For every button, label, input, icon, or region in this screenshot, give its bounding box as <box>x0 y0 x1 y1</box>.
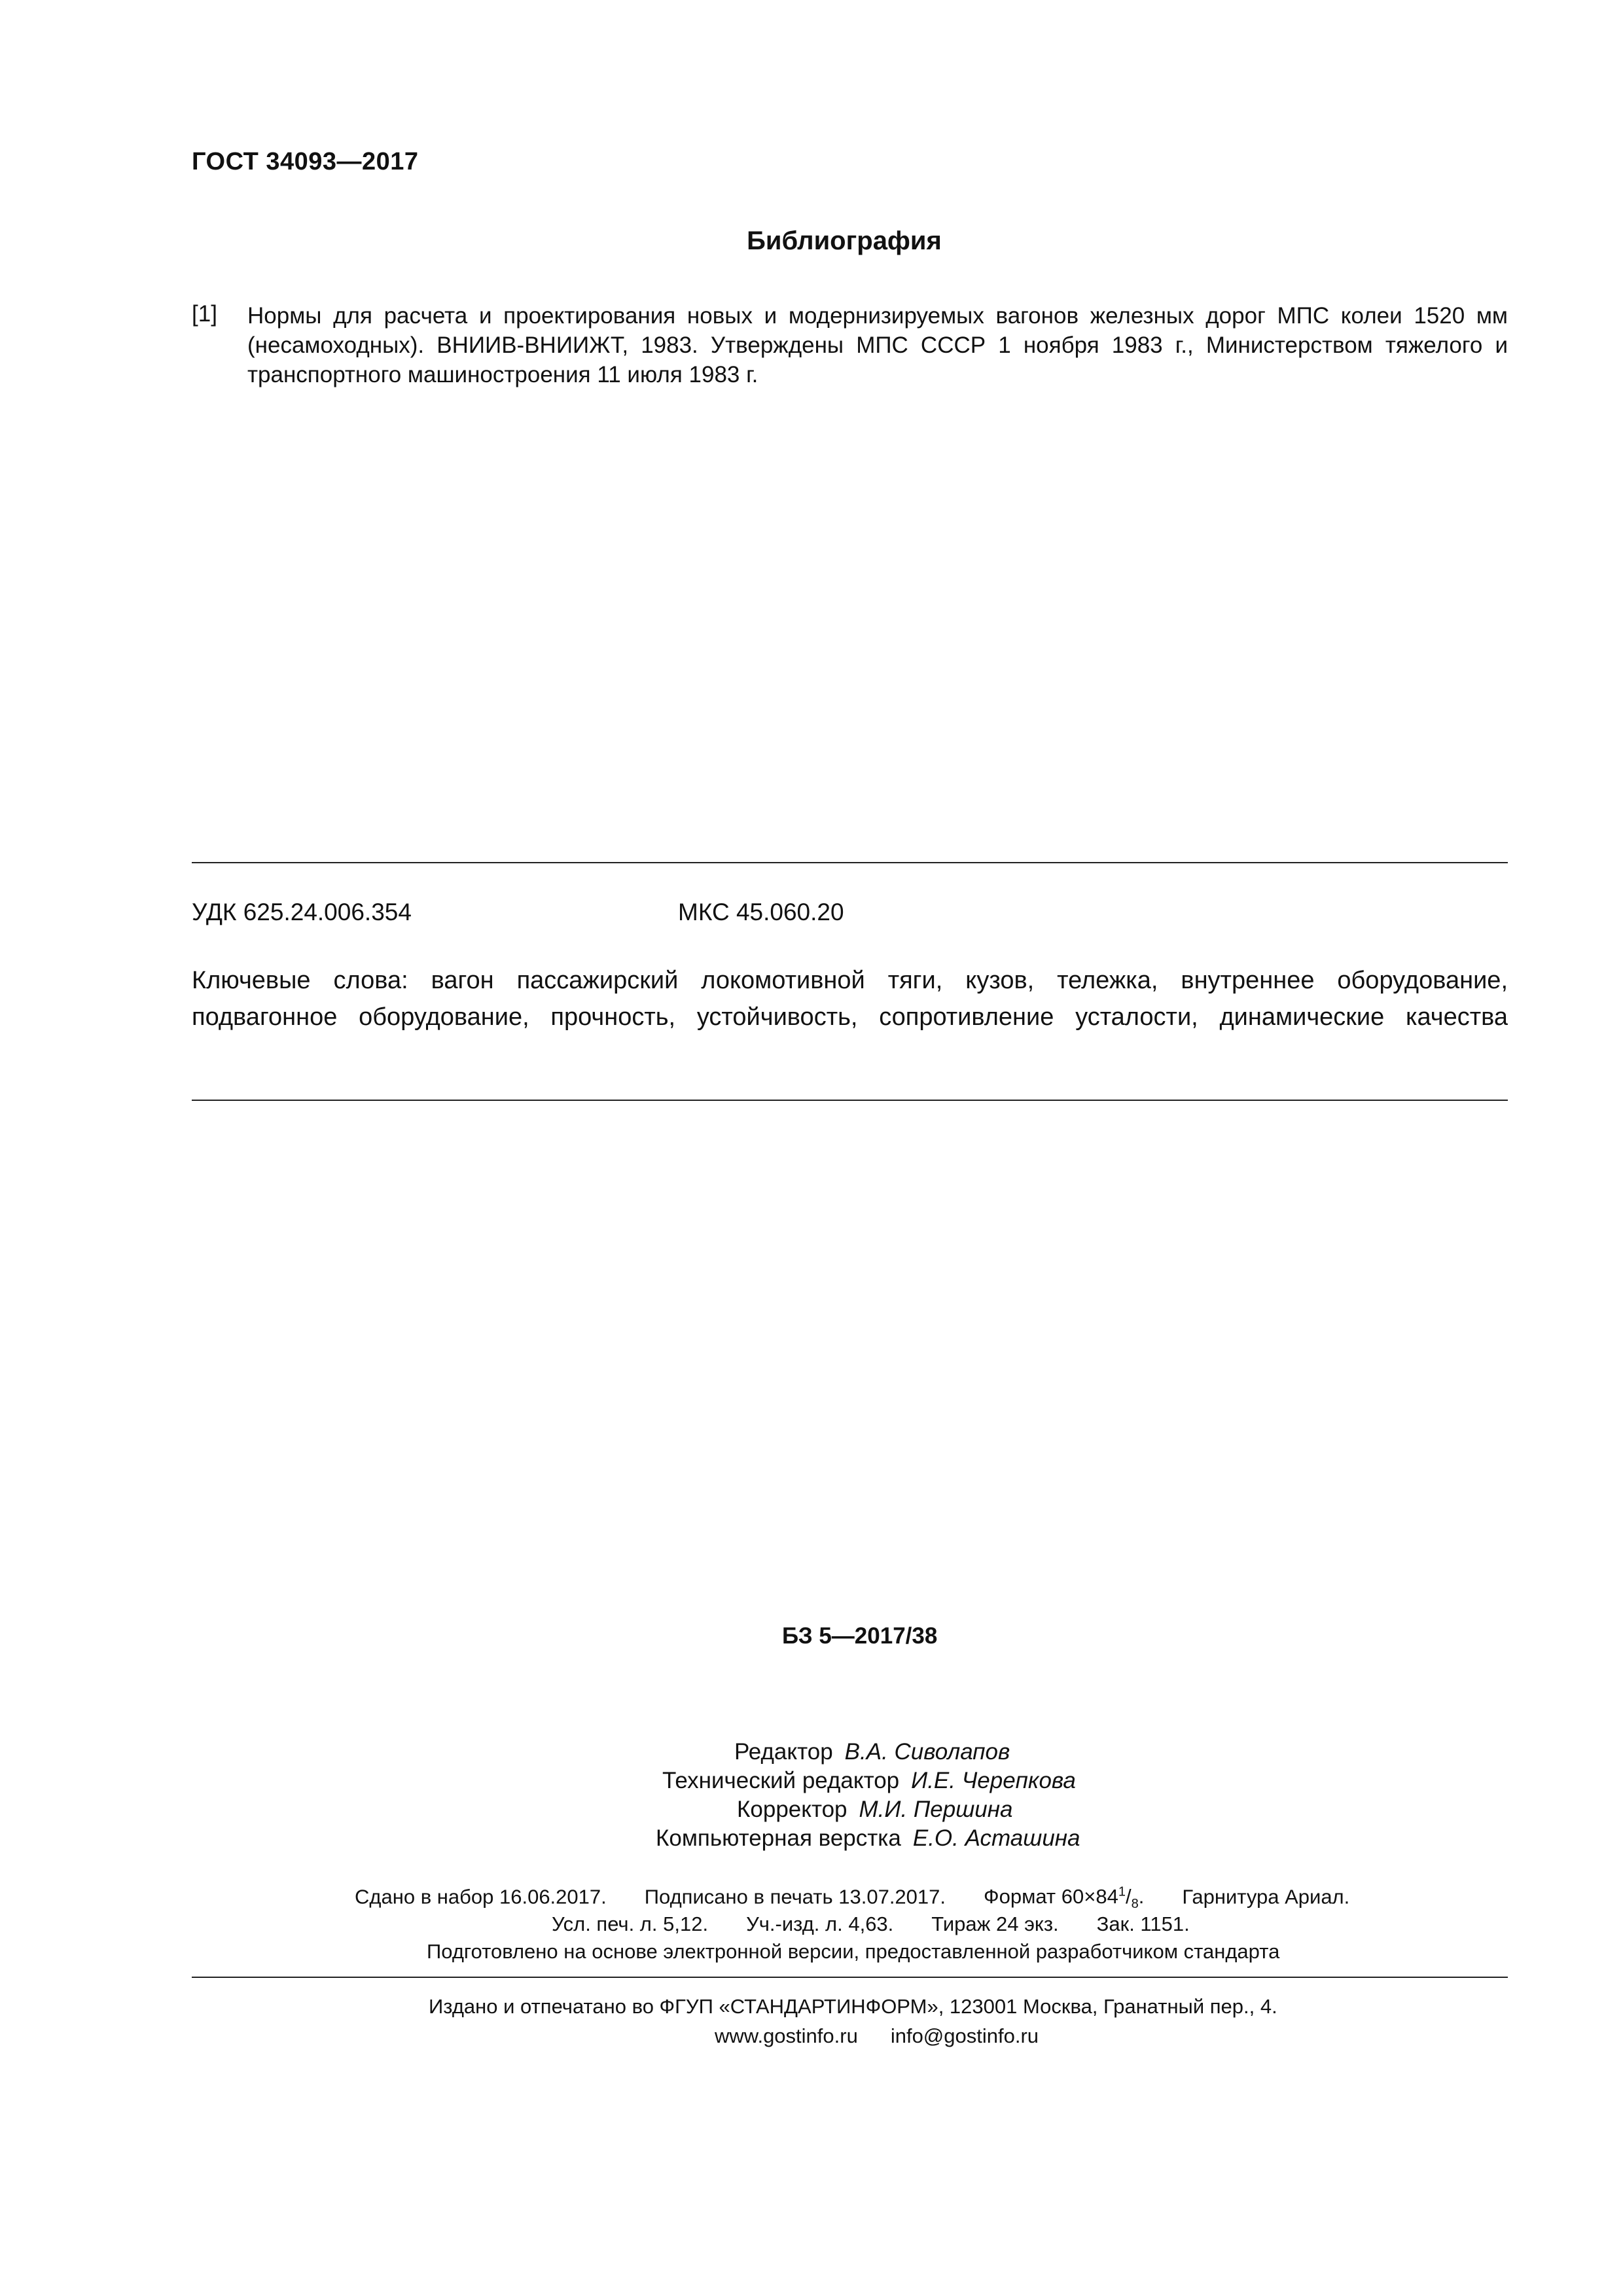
divider-top <box>192 862 1508 863</box>
format-numerator: 1 <box>1118 1885 1126 1899</box>
submitted-date: Сдано в набор 16.06.2017. <box>355 1885 607 1909</box>
format-denominator: 8 <box>1131 1897 1139 1912</box>
mks-code: МКС 45.060.20 <box>678 899 844 925</box>
order-number: Зак. 1151. <box>1096 1912 1190 1935</box>
signed-date: Подписано в печать 13.07.2017. <box>644 1885 946 1909</box>
reference-number: [1] <box>192 301 217 327</box>
typeface: Гарнитура Ариал. <box>1182 1885 1350 1909</box>
staff-editor <box>734 1739 1010 1765</box>
staff-role: Компьютерная верстка <box>656 1825 901 1851</box>
staff-role: Технический редактор <box>662 1768 900 1793</box>
reference-text: Нормы для расчета и проектирования новых и модернизируемых вагонов железных дорог МПС колеи 1520 мм (несамоходных). ВНИИВ-ВНИИЖТ, 1983. Утверждены МПС СССР 1 ноября 1983 г., Министерством тяжелого и транспортного машиностроения 11 июля 1983 г. <box>247 303 1508 387</box>
staff-name: В.А. Сиволапов <box>844 1739 1010 1765</box>
publisher-sheets: Уч.-изд. л. 4,63. <box>746 1912 894 1935</box>
format-prefix: Формат 60×84 <box>984 1885 1118 1909</box>
staff-name: Е.О. Асташина <box>912 1825 1080 1851</box>
divider-keywords <box>192 1100 1508 1101</box>
imprint-line-2 <box>552 1912 1190 1936</box>
staff-name: И.Е. Черепкова <box>911 1768 1076 1793</box>
divider-bottom <box>192 1977 1508 1978</box>
format-suffix: . <box>1138 1885 1145 1909</box>
staff-name: М.И. Першина <box>859 1797 1013 1822</box>
staff-role: Корректор <box>737 1797 847 1822</box>
staff-role: Редактор <box>734 1739 833 1765</box>
publisher-line: Издано и отпечатано во ФГУП «СТАНДАРТИНФОРМ», 123001 Москва, Гранатный пер., 4. <box>429 1995 1277 2018</box>
document-number: ГОСТ 34093—2017 <box>192 148 419 175</box>
staff-tech-editor <box>662 1768 1076 1794</box>
bibliography-title: Библиография <box>747 226 942 255</box>
contacts-line <box>715 2024 1039 2048</box>
website-link[interactable]: www.gostinfo.ru <box>715 2024 858 2047</box>
bz-number: БЗ 5—2017/38 <box>782 1623 938 1649</box>
email-link[interactable]: info@gostinfo.ru <box>890 2024 1039 2047</box>
circulation: Тираж 24 экз. <box>931 1912 1059 1935</box>
imprint-line-1 <box>355 1885 1349 1912</box>
keywords: Ключевые слова: вагон пассажирский локомотивной тяги, кузов, тележка, внутреннее оборудование, подвагонное оборудование, прочность, устойчивость, сопротивление усталости, динамические качества <box>192 967 1508 1031</box>
staff-proofreader <box>737 1797 1012 1823</box>
prepared-note: Подготовлено на основе электронной версии, предоставленной разработчиком стандарта <box>427 1940 1280 1963</box>
udk-code: УДК 625.24.006.354 <box>192 899 412 925</box>
paper-format: Формат $60\times 84^1/_8$. <box>984 1885 1145 1912</box>
staff-layout <box>656 1825 1080 1852</box>
print-sheets: Усл. печ. л. 5,12. <box>552 1912 709 1935</box>
